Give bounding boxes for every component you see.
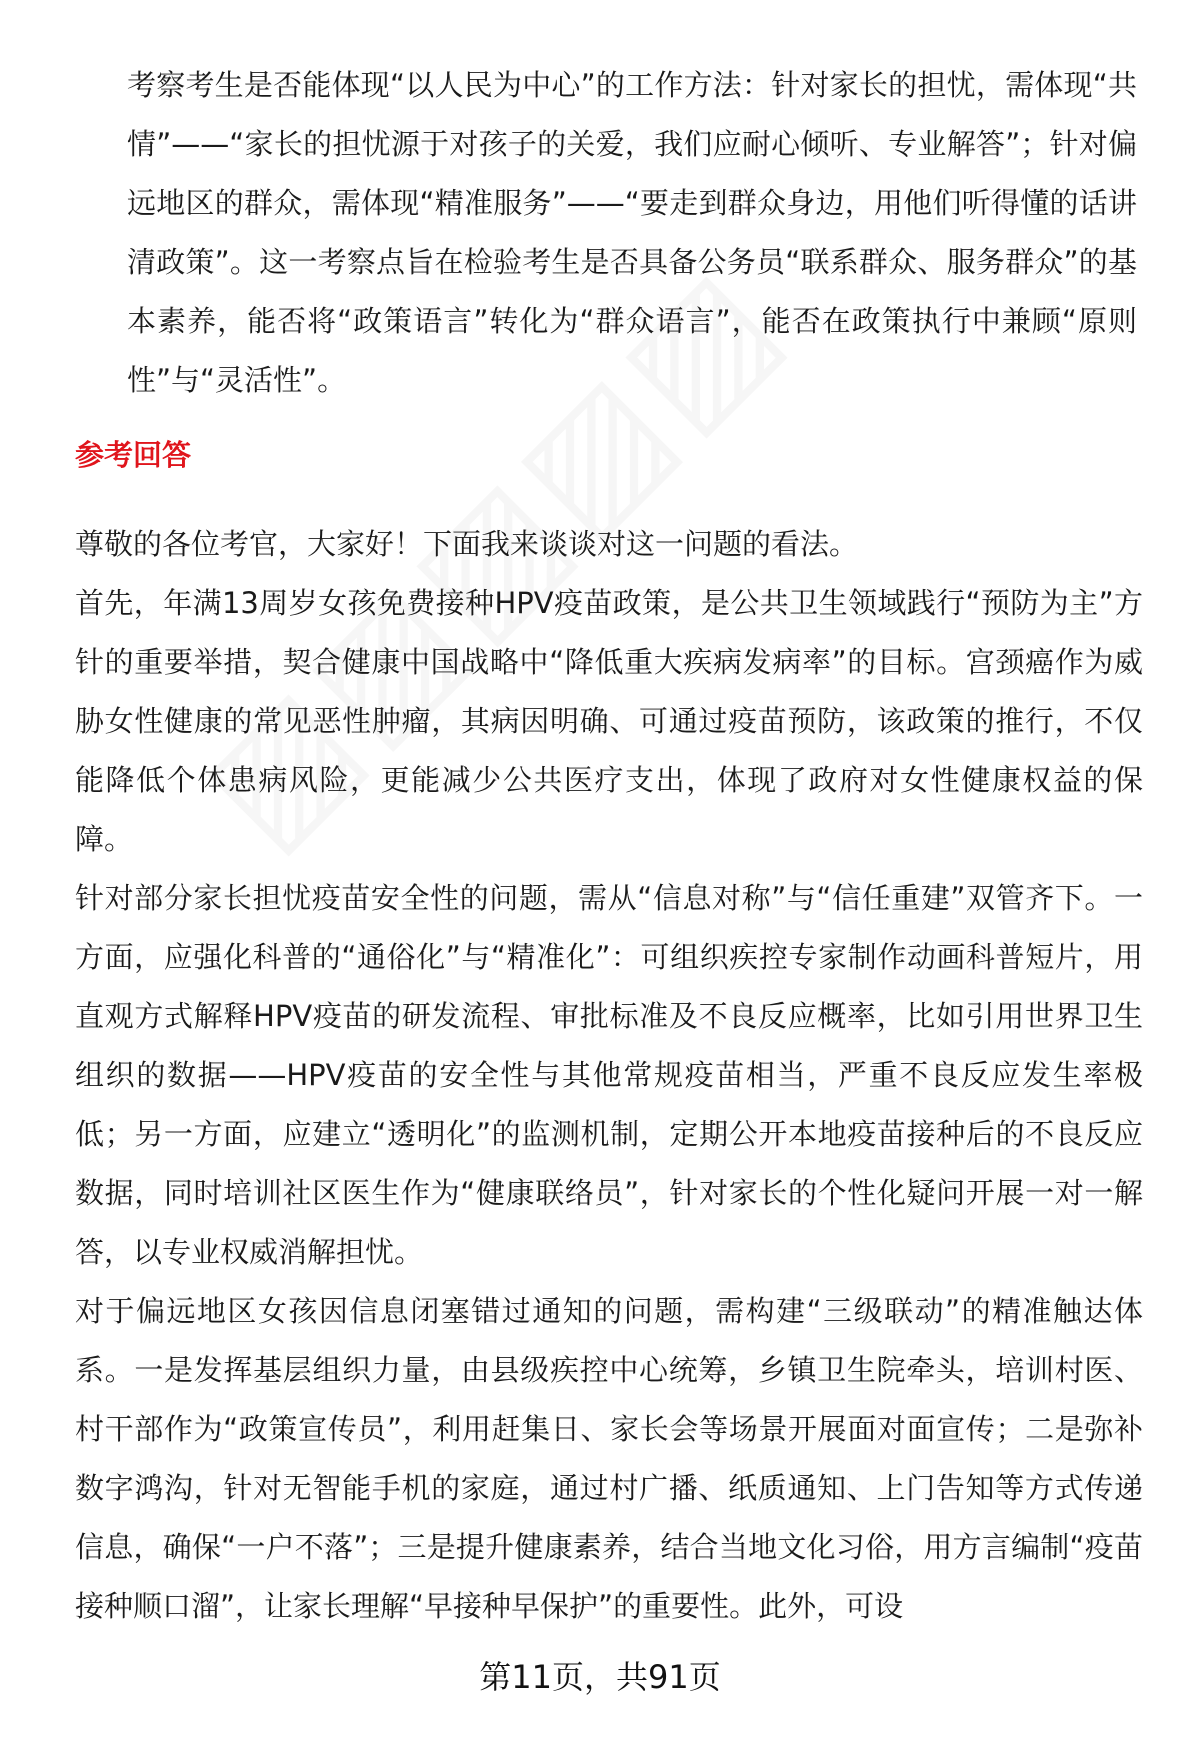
answer-paragraph: 首先，年满13周岁女孩免费接种HPV疫苗政策，是公共卫生领域践行“预防为主”方针的重要举措，契合健康中国战略中“降低重大疾病发病率”的目标。宫颈癌作为威胁女性健康的常见恶性肿瘤，其病因明确、可通过疫苗预防，该政策的推行，不仅能降低个体患病风险，更能减少公共医疗支出，体现了政府对女性健康权益的保障。 bbox=[75, 586, 1143, 856]
intro-paragraph: 考察考生是否能体现“以人民为中心”的工作方法：针对家长的担忧，需体现“共情”——“家长的担忧源于对孩子的关爱，我们应耐心倾听、专业解答”；针对偏远地区的群众，需体现“精准服务”——“要走到群众身边，用他们听得懂的话讲清政策”。这一考察点旨在检验考生是否具备公务员“联系群众、服务群众”的基本素养，能否将“政策语言”转化为“群众语言”，能否在政策执行中兼顾“原则性”与“灵活性”。 bbox=[127, 68, 1137, 397]
answer-body bbox=[75, 515, 1143, 1636]
answer-paragraph: 针对部分家长担忧疫苗安全性的问题，需从“信息对称”与“信任重建”双管齐下。一方面，应强化科普的“通俗化”与“精准化”：可组织疾控专家制作动画科普短片，用直观方式解释HPV疫苗的研发流程、审批标准及不良反应概率，比如引用世界卫生组织的数据——HPV疫苗的安全性与其他常规疫苗相当，严重不良反应发生率极低；另一方面，应建立“透明化”的监测机制，定期公开本地疫苗接种后的不良反应数据，同时培训社区医生作为“健康联络员”，针对家长的个性化疑问开展一对一解答，以专业权威消解担忧。 bbox=[75, 881, 1143, 1269]
answer-paragraph: 对于偏远地区女孩因信息闭塞错过通知的问题，需构建“三级联动”的精准触达体系。一是发挥基层组织力量，由县级疾控中心统筹，乡镇卫生院牵头，培训村医、村干部作为“政策宣传员”，利用赶集日、家长会等场景开展面对面宣传；二是弥补数字鸿沟，针对无智能手机的家庭，通过村广播、纸质通知、上门告知等方式传递信息，确保“一户不落”；三是提升健康素养，结合当地文化习俗，用方言编制“疫苗接种顺口溜”，让家长理解“早接种早保护”的重要性。此外，可设 bbox=[75, 1294, 1143, 1623]
answer-paragraph: 尊敬的各位考官，大家好！下面我来谈谈对这一问题的看法。 bbox=[75, 527, 859, 561]
section-title: 参考回答 bbox=[75, 438, 192, 472]
page-footer: 第11页，共91页 bbox=[479, 1658, 721, 1696]
